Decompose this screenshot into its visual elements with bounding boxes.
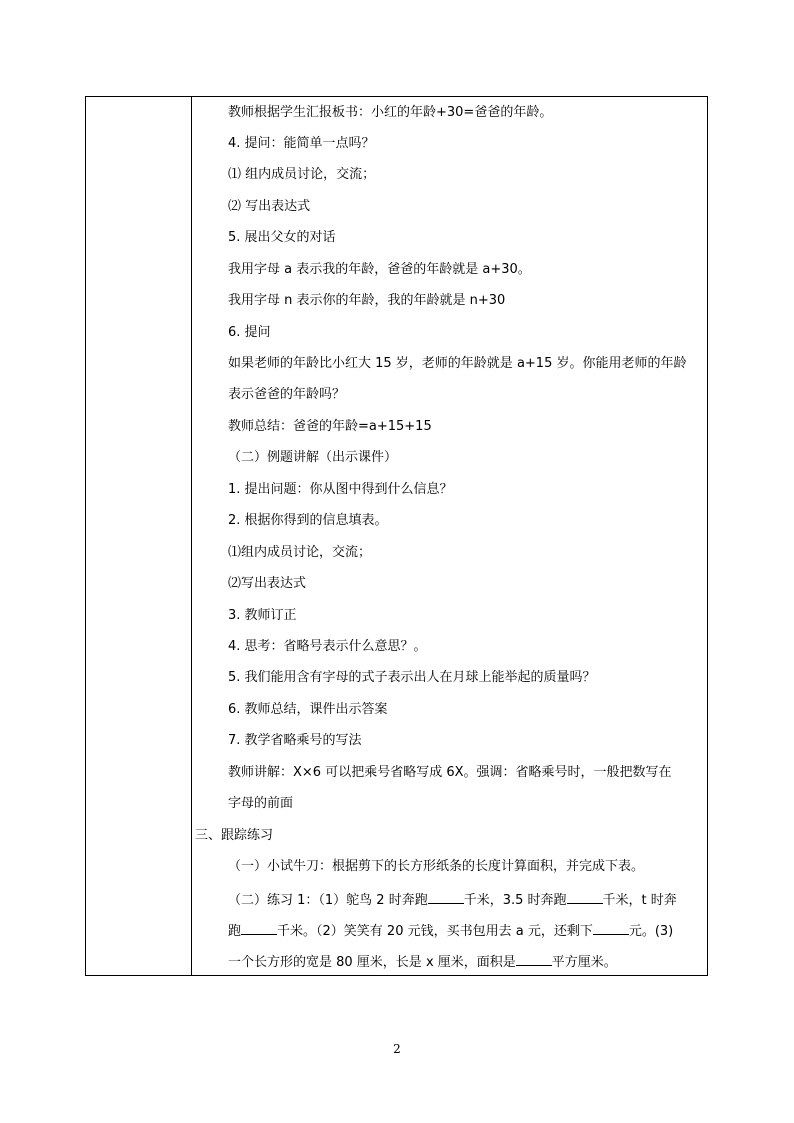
text-line: 教师根据学生汇报板书：小红的年龄+30=爸爸的年龄。 <box>228 105 553 120</box>
text-line: 教师总结：爸爸的年龄=a+15+15 <box>228 419 432 434</box>
exercise-text: 一个长方形的宽是 80 厘米，长是 x 厘米，面积是 <box>228 955 516 970</box>
exercise-line-1 <box>228 890 677 910</box>
exercise-line-3 <box>228 952 617 972</box>
text-line: 我用字母 a 表示我的年龄，爸爸的年龄就是 a+30。 <box>228 262 531 277</box>
text-line: 2. 根据你得到的信息填表。 <box>228 513 388 528</box>
table-content-cell <box>192 97 707 975</box>
table-left-column <box>86 97 192 975</box>
answer-blank <box>567 890 603 904</box>
text-line: （一）小试牛刀：根据剪下的长方形纸条的长度计算面积，并完成下表。 <box>228 859 645 874</box>
text-line: 6. 提问 <box>228 325 271 340</box>
exercise-text: 千米，t 时奔 <box>602 893 677 908</box>
answer-blank <box>428 890 464 904</box>
text-line: 表示爸爸的年龄吗？ <box>228 387 346 402</box>
answer-blank <box>241 921 277 935</box>
text-line: 1. 提出问题：你从图中得到什么信息？ <box>228 482 453 497</box>
text-line: 4. 提问：能简单一点吗？ <box>228 136 375 151</box>
text-line: 7. 教学省略乘号的写法 <box>228 733 362 748</box>
text-line: 3. 教师订正 <box>228 608 297 623</box>
exercise-line-2 <box>228 921 673 941</box>
text-line: ⑴组内成员讨论，交流； <box>228 545 372 560</box>
text-line: ⑵ 写出表达式 <box>228 199 311 214</box>
text-line: 教师讲解：X×6 可以把乘号省略写成 6X。强调：省略乘号时，一般把数写在 <box>228 765 672 780</box>
text-line: ⑵写出表达式 <box>228 576 307 591</box>
text-line: 字母的前面 <box>228 796 294 811</box>
text-line: 5. 我们能用含有字母的式子表示出人在月球上能举起的质量吗？ <box>228 670 596 685</box>
text-line: 6. 教师总结，课件出示答案 <box>228 702 388 717</box>
section-heading: 三、跟踪练习 <box>195 828 274 843</box>
exercise-text: 元。(3) <box>628 924 674 939</box>
answer-blank <box>516 952 552 966</box>
text-line: 我用字母 n 表示你的年龄，我的年龄就是 n+30 <box>228 293 506 308</box>
answer-blank <box>593 921 629 935</box>
exercise-text: 千米。（2）笑笑有 20 元钱，买书包用去 a 元，还剩下 <box>277 924 593 939</box>
section-heading: （二）例题讲解（出示课件） <box>228 450 398 465</box>
text-line: 5. 展出父女的对话 <box>228 230 336 245</box>
lesson-table <box>85 96 708 976</box>
text-line: 4. 思考：省略号表示什么意思？。 <box>228 639 427 654</box>
text-line: ⑴ 组内成员讨论，交流； <box>228 167 376 182</box>
exercise-text: 千米，3.5 时奔跑 <box>463 893 567 908</box>
text-line: 如果老师的年龄比小红大 15 岁，老师的年龄就是 a+15 岁。你能用老师的年龄 <box>228 356 687 371</box>
exercise-text: 跑 <box>228 924 242 939</box>
page-number: 2 <box>393 1042 401 1056</box>
exercise-text: （二）练习 1：（1）鸵鸟 2 时奔跑 <box>228 893 428 908</box>
exercise-text: 平方厘米。 <box>551 955 617 970</box>
